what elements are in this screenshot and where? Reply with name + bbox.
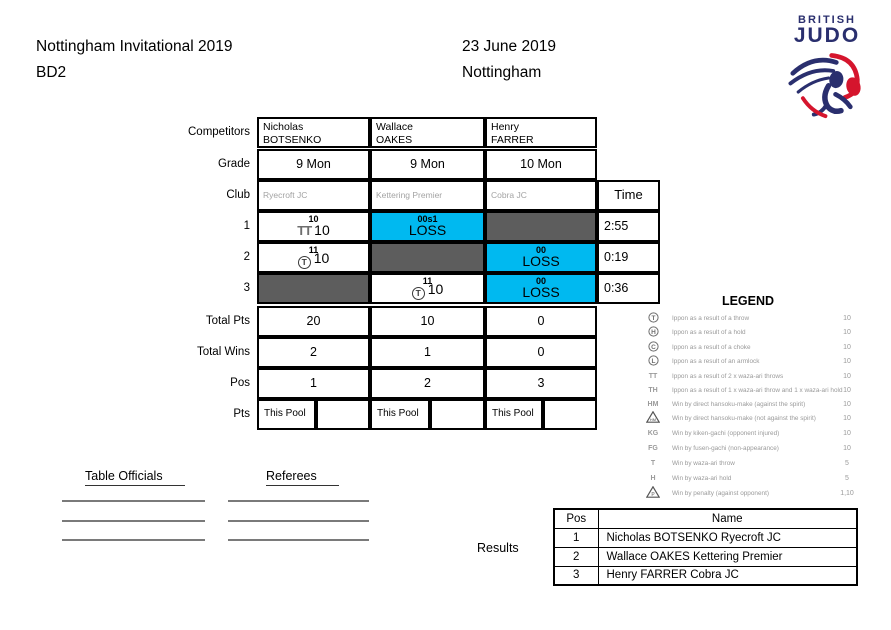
FG-code-icon: FG	[648, 444, 658, 452]
loss-text: LOSS	[408, 222, 447, 238]
ippon-throw-icon: T	[298, 256, 311, 269]
results-name-header: Name	[598, 509, 857, 528]
match-time: 0:19	[597, 242, 660, 273]
match-cell-win	[370, 273, 485, 304]
result-name: Wallace OAKES Kettering Premier	[598, 547, 857, 566]
match-cell-win	[257, 211, 370, 242]
event-title: Nottingham Invitational 2019	[36, 38, 233, 55]
grade-cell: 9 Mon	[370, 149, 485, 180]
results-row	[554, 528, 857, 547]
svg-text:P: P	[651, 492, 655, 498]
position-cell: 2	[370, 368, 485, 399]
this-pool-label: This Pool	[370, 399, 430, 430]
competitor-name-cell	[370, 117, 485, 148]
competitor-first-name: Wallace	[376, 121, 413, 133]
svg-text:C: C	[650, 343, 656, 351]
signature-line	[62, 520, 205, 522]
results-row	[554, 566, 857, 585]
loss-text: LOSS	[522, 253, 560, 269]
event-location: Nottingham	[462, 64, 542, 81]
pts-cell	[370, 399, 485, 430]
this-pool-label: This Pool	[485, 399, 543, 430]
match-cell-bye	[370, 242, 485, 273]
label-club: Club	[226, 189, 250, 201]
svg-text:H: H	[650, 328, 656, 336]
pts-cell	[257, 399, 370, 430]
match-points: 10	[427, 281, 444, 297]
match-row-1	[257, 211, 660, 242]
TT-code-icon: TT	[648, 372, 658, 380]
table-officials-heading: Table Officials	[85, 469, 185, 486]
time-column-header: Time	[597, 180, 660, 211]
event-date-block	[462, 34, 556, 86]
match-score: 00	[535, 245, 546, 255]
competitor-last-name: BOTSENKO	[263, 134, 322, 146]
logo-text-british: BRITISH	[798, 14, 856, 26]
total-wins-cell: 2	[257, 337, 370, 368]
match-score: 11	[422, 276, 433, 286]
result-name: Nicholas BOTSENKO Ryecroft JC	[598, 528, 857, 547]
circle-H-icon	[643, 326, 663, 339]
result-pos: 2	[554, 547, 598, 566]
total-wins-cell: 1	[370, 337, 485, 368]
pts-value-box	[316, 399, 370, 430]
results-pos-header: Pos	[554, 509, 598, 528]
match-score: 11	[308, 245, 319, 255]
loss-text: LOSS	[522, 284, 560, 300]
label-pts: Pts	[233, 408, 250, 420]
total-pts-cell: 10	[370, 306, 485, 337]
match-score: 00s1	[417, 214, 438, 224]
match-cell-loss	[485, 242, 597, 273]
T-code-icon: T	[650, 459, 656, 467]
match-cell-loss	[485, 273, 597, 304]
total-pts-cell: 20	[257, 306, 370, 337]
H-code-icon: H	[650, 474, 656, 482]
signature-line	[62, 500, 205, 502]
competitor-first-name: Nicholas	[263, 121, 304, 133]
label-match-1: 1	[243, 220, 250, 232]
legend-title: LEGEND	[721, 294, 775, 308]
label-match-2: 2	[243, 251, 250, 263]
club-cell: Kettering Premier	[370, 180, 485, 211]
result-pos: 1	[554, 528, 598, 547]
results-table	[553, 508, 858, 586]
match-cell-bye	[257, 273, 370, 304]
result-pos: 3	[554, 566, 598, 585]
match-cell-win	[257, 242, 370, 273]
triangle-P-icon	[643, 486, 663, 500]
double-wazari-throw-icon: TT	[297, 223, 312, 238]
signature-line	[228, 539, 369, 541]
pool-code: BD2	[36, 64, 67, 81]
pts-cell	[485, 399, 597, 430]
results-header-row	[554, 509, 857, 528]
british-judo-logo	[782, 14, 872, 125]
referees-heading: Referees	[266, 469, 339, 486]
signature-line	[228, 500, 369, 502]
club-cell: Cobra JC	[485, 180, 597, 211]
TH-code-icon: TH	[648, 386, 658, 394]
total-wins-cell: 0	[485, 337, 597, 368]
match-row-3	[257, 273, 660, 304]
result-name: Henry FARRER Cobra JC	[598, 566, 857, 585]
ippon-throw-icon: T	[412, 287, 425, 300]
grade-cell: 10 Mon	[485, 149, 597, 180]
triangle-HM-icon	[643, 411, 663, 425]
match-points: 10	[314, 222, 330, 238]
total-pts-cell: 0	[485, 306, 597, 337]
competitor-last-name: FARRER	[491, 134, 534, 146]
competitor-name-cell	[257, 117, 370, 148]
signature-line	[62, 539, 205, 541]
results-row	[554, 547, 857, 566]
label-total-wins: Total Wins	[196, 346, 250, 358]
pts-value-box	[543, 399, 597, 430]
position-cell: 3	[485, 368, 597, 399]
competitor-name-cell	[485, 117, 597, 148]
match-cell-bye	[485, 211, 597, 242]
label-total-pts: Total Pts	[205, 315, 250, 327]
pool-table	[257, 117, 677, 430]
event-header	[36, 34, 232, 86]
pts-value-box	[430, 399, 485, 430]
results-label: Results	[477, 541, 519, 555]
match-score: 00	[535, 276, 546, 286]
match-time: 2:55	[597, 211, 660, 242]
svg-text:HM: HM	[649, 417, 657, 422]
competitor-last-name: OAKES	[376, 134, 413, 146]
label-match-3: 3	[243, 282, 250, 294]
match-time: 0:36	[597, 273, 660, 304]
judo-figure-icon	[787, 50, 867, 120]
event-date: 23 June 2019	[462, 38, 556, 55]
competitor-first-name: Henry	[491, 121, 520, 133]
this-pool-label: This Pool	[257, 399, 316, 430]
circle-C-icon	[643, 341, 663, 354]
position-cell: 1	[257, 368, 370, 399]
match-score: 10	[308, 214, 319, 224]
svg-text:L: L	[651, 357, 655, 365]
circle-L-icon	[643, 355, 663, 368]
label-competitors: Competitors	[188, 126, 250, 138]
pool-sheet-page: Nottingham Invitational 2019 BD2 23 June 2019 Nottingham BRITISH JUDO Competitors Grade Club 1 2 3 Total Pts Total Wins Pos Pts Nicholas BOTSENKO Wallace OAKES Henry FARRER 9 Mon 9 Mon 10 Mon Ryecroft JC Kettering Premier Cobra JC Time 10 TT 10 00s1 LOSS 2:55 11 T 10 00 LOSS 0:19 11 T 10 00 LOSS 0:36 20 10 0 2 1 0 1 2 3 This Pool This Pool This Pool LEGEND T Ippon as a result of a throw 10 H Ippon as a result of a hold 10 C Ippon as a result of a choke 10 L Ippon as a result of an armlock 10 TT Ippon as a result of 2 x waza-ari throws 10 TH Ippon as a result of 1 x waza-ari throw and 1 x waza-ari hold 10 HM Win by direct hansoku-make (against the spirit) 10 HM Win by direct hansoku-make (not against the spirit) 10 KG Win by kiken-gachi (opponent injured) 10 FG Win by fusen-gachi (non-appearance) 10 T Win by waza-ari throw 5 H Win by waza-ari hold 5 P Win by penalty (against opponent) 1,10 Table Officials Referees Results Pos Name 1 Nicholas BOTSENKO Ryecroft JC 2 Wallace OAKES Kettering Premier 3 Henry FARRER Cobra JC	[0, 0, 891, 630]
svg-text:T: T	[651, 314, 655, 322]
HM-code-icon: HM	[647, 400, 659, 408]
logo-text-judo: JUDO	[793, 24, 861, 47]
match-cell-loss	[370, 211, 485, 242]
KG-code-icon: KG	[647, 429, 659, 437]
grade-cell: 9 Mon	[257, 149, 370, 180]
signature-line	[228, 520, 369, 522]
label-pos: Pos	[230, 377, 250, 389]
club-cell: Ryecroft JC	[257, 180, 370, 211]
label-grade: Grade	[218, 158, 250, 170]
circle-T-icon	[643, 312, 663, 325]
match-points: 10	[313, 250, 330, 266]
match-row-2	[257, 242, 660, 273]
